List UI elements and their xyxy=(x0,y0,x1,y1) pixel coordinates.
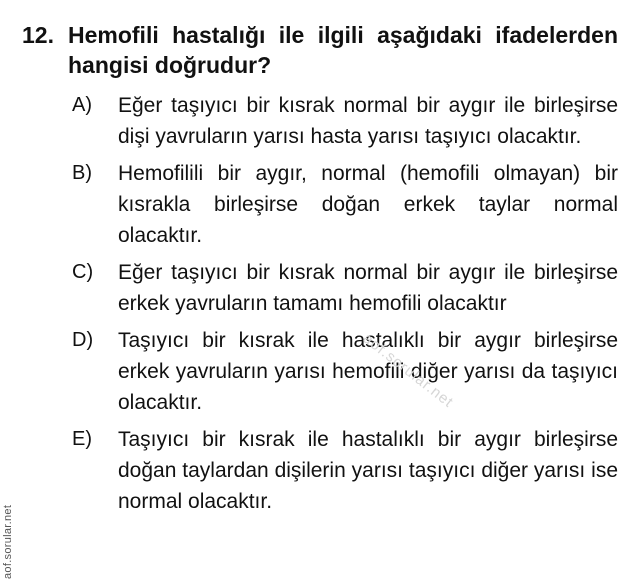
question-number: 12. xyxy=(22,22,54,48)
option-text: Hemofilili bir aygır, normal (hemofili olmayan) bir kısrakla birleşirse doğan erkek taylar normal olacaktır. xyxy=(118,162,618,247)
option-letter: C) xyxy=(72,261,94,283)
option-text: Taşıyıcı bir kısrak ile hastalıklı bir aygır birleşirse doğan taylardan dişilerin yarısı taşıyıcı diğer yarısı ise normal olacaktır. xyxy=(118,428,618,513)
option-c xyxy=(72,257,618,319)
question-block xyxy=(22,20,618,523)
option-text: Eğer taşıyıcı bir kısrak normal bir aygır ile birleşirse erkek yavruların tamamı hemofili olacaktır xyxy=(118,261,618,315)
option-letter: E) xyxy=(72,428,92,450)
option-letter: D) xyxy=(72,329,94,351)
option-a xyxy=(72,90,618,152)
option-b xyxy=(72,158,618,251)
diagonal-watermark: aof.sorular.net xyxy=(359,330,457,412)
options-list xyxy=(22,90,618,517)
option-text: Taşıyıcı bir kısrak ile hastalıklı bir aygır birleşirse erkek yavruların yarısı hemofili diğer yarısı da taşıyıcı olacaktır. xyxy=(118,329,618,414)
question-header xyxy=(22,20,618,80)
option-letter: A) xyxy=(72,94,92,116)
question-text: Hemofili hastalığı ile ilgili aşağıdaki ifadelerden hangisi doğrudur? xyxy=(68,22,618,78)
option-d xyxy=(72,325,618,418)
option-e xyxy=(72,424,618,517)
side-watermark: aof.sorular.net xyxy=(2,504,14,579)
option-letter: B) xyxy=(72,162,92,184)
option-text: Eğer taşıyıcı bir kısrak normal bir aygır ile birleşirse dişi yavruların yarısı hasta yarısı taşıyıcı olacaktır. xyxy=(118,94,618,148)
